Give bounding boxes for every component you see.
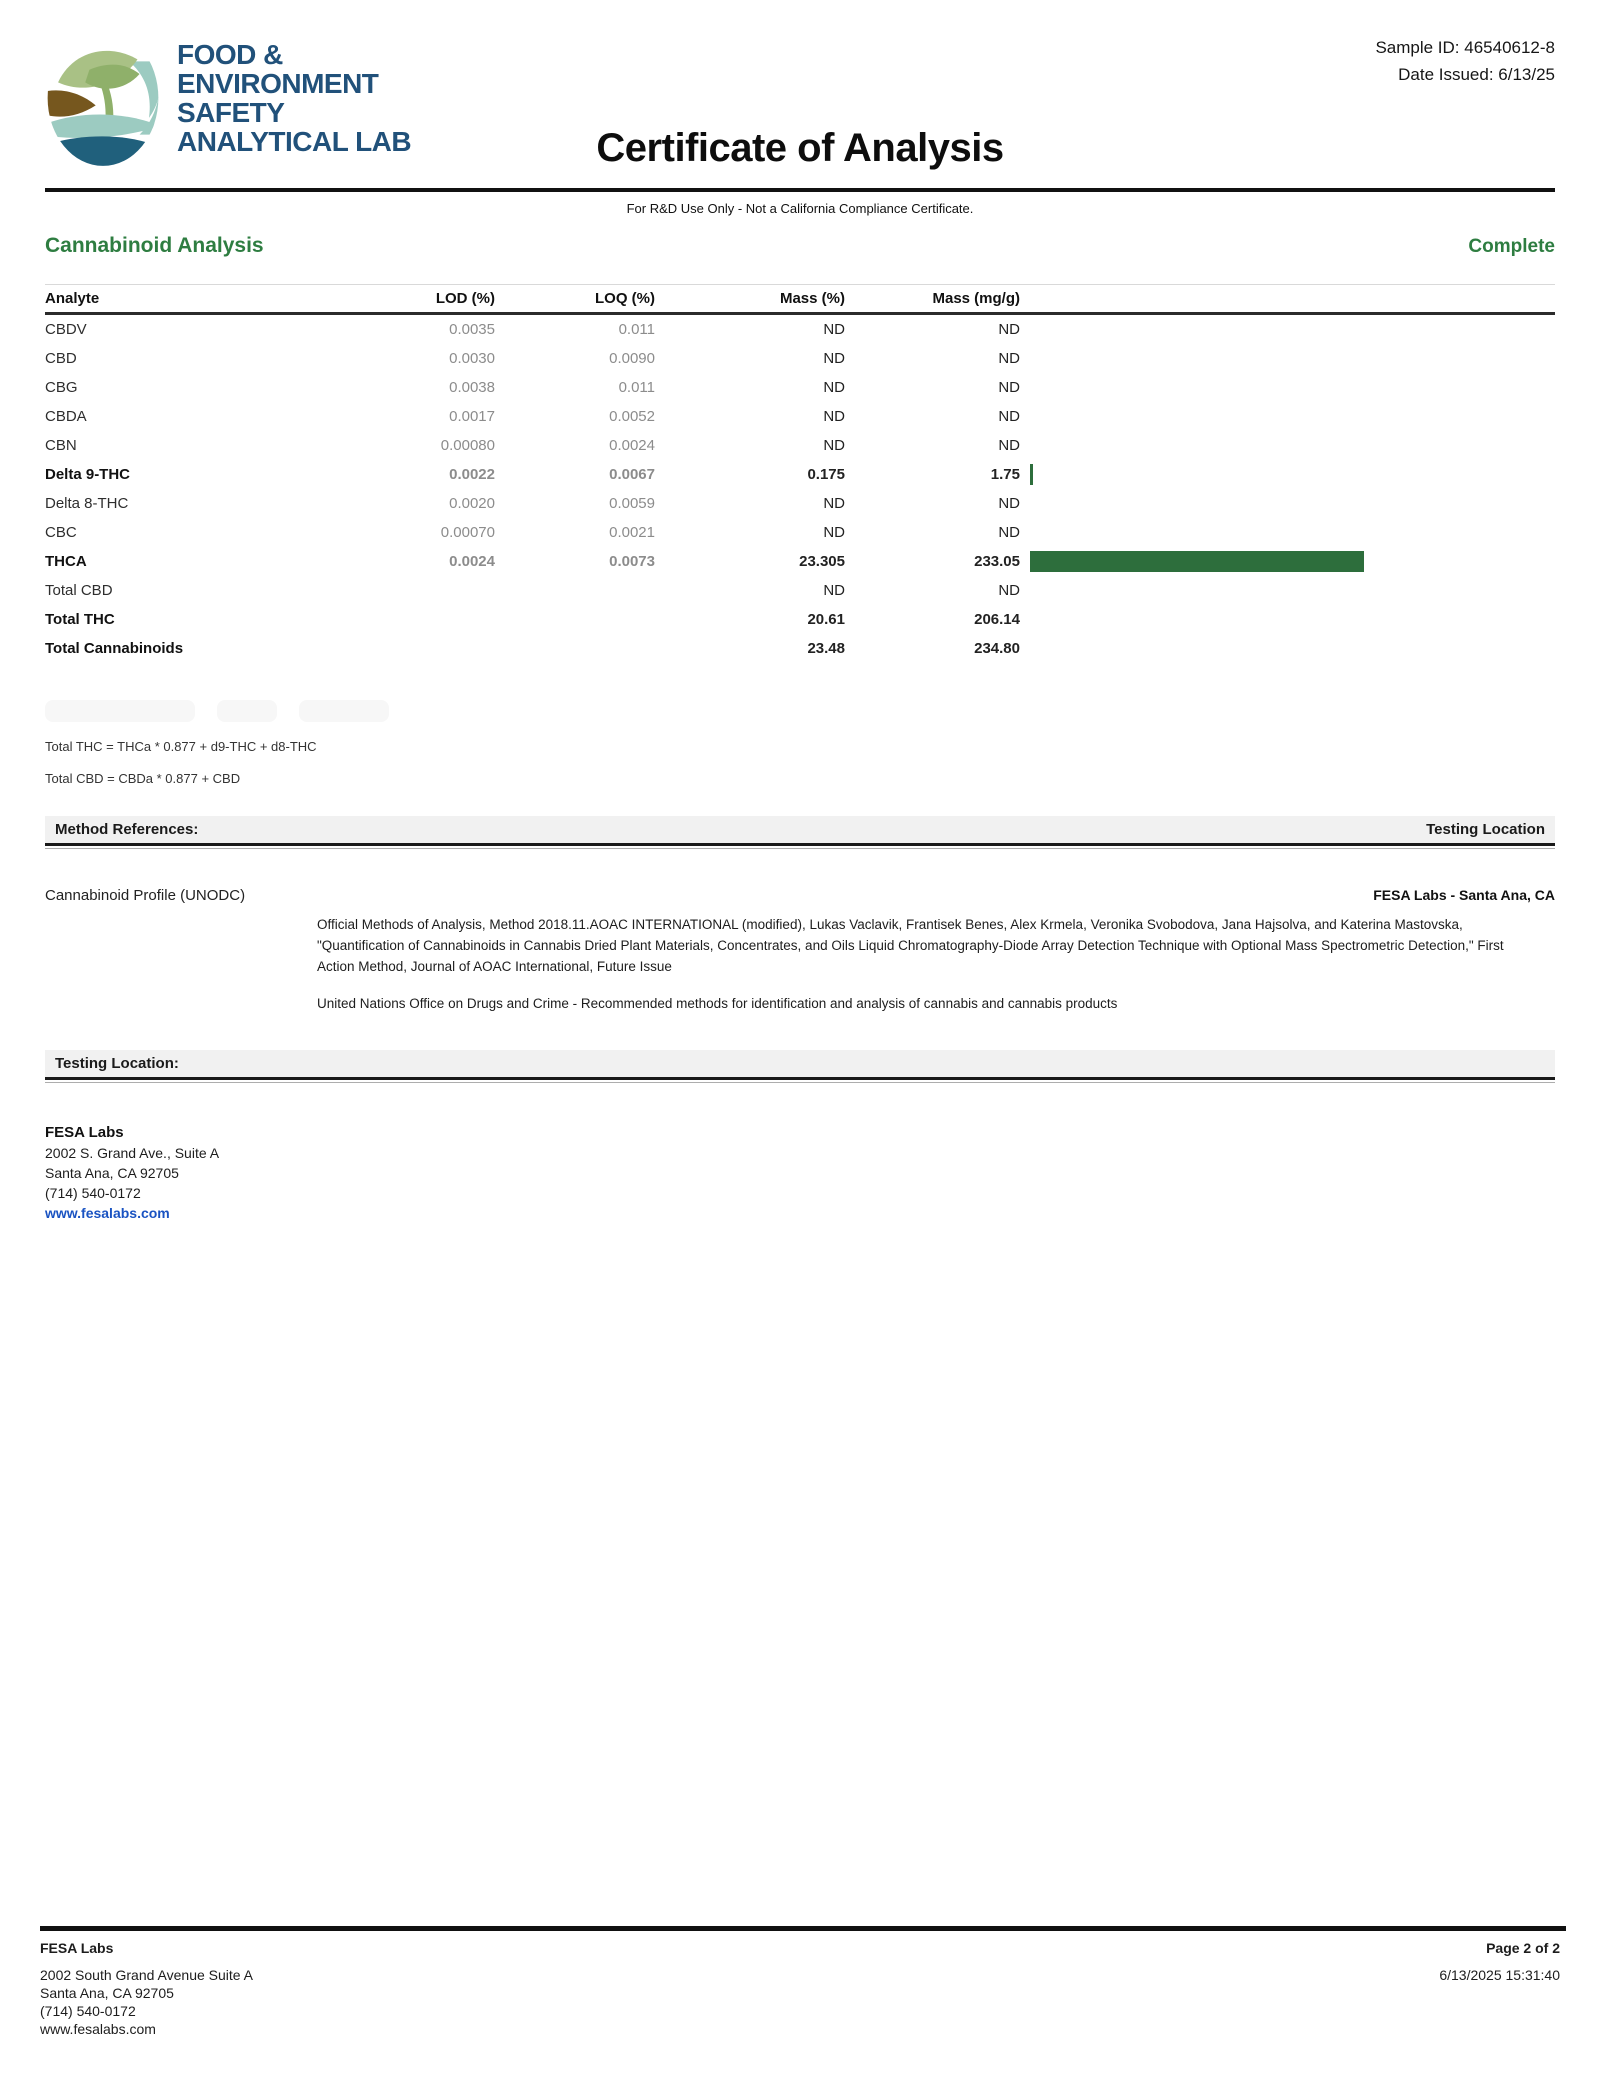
method-name: Cannabinoid Profile (UNODC) xyxy=(45,887,246,904)
lab-logo-icon xyxy=(45,28,161,168)
mass-bar-cell xyxy=(1020,402,1555,431)
loq-value: 0.011 xyxy=(618,321,655,338)
mass-percent-value: 23.48 xyxy=(807,640,845,657)
loq-value: 0.0067 xyxy=(609,466,655,483)
compliance-subtitle: For R&D Use Only - Not a California Compliance Certificate. xyxy=(626,201,974,216)
mass-percent-value: 0.175 xyxy=(807,466,845,483)
method-reference-citation: United Nations Office on Drugs and Crime - Recommended methods for identification and analysis of cannabis and cannabis products xyxy=(317,996,1118,1011)
section-title: Cannabinoid Analysis xyxy=(45,234,264,257)
table-row xyxy=(45,431,1555,460)
lod-value: 0.00070 xyxy=(440,524,495,541)
col-header-mass-mgg: Mass (mg/g) xyxy=(932,290,1020,307)
loq-value: 0.0059 xyxy=(609,495,655,512)
lod-value: 0.0020 xyxy=(449,495,495,512)
mass-bar-cell xyxy=(1020,518,1555,547)
lab-website-link[interactable]: www.fesalabs.com xyxy=(45,1205,170,1221)
mass-bar-cell xyxy=(1020,344,1555,373)
loq-value: 0.0021 xyxy=(609,524,655,541)
method-row xyxy=(45,887,1555,904)
analyte-name: CBDA xyxy=(45,408,87,425)
loq-value: 0.0024 xyxy=(609,437,655,454)
date-issued: Date Issued: 6/13/25 xyxy=(1398,65,1555,84)
lab-name xyxy=(177,40,411,156)
thin-divider xyxy=(45,848,1555,849)
mass-bar-cell xyxy=(1020,634,1555,663)
page-title: Certificate of Analysis xyxy=(596,126,1004,170)
mass-mgg-value: 233.05 xyxy=(974,553,1020,570)
total-cbd-formula: Total CBD = CBDa * 0.877 + CBD xyxy=(45,771,241,786)
loq-value: 0.011 xyxy=(618,379,655,396)
mass-percent-value: ND xyxy=(823,379,845,396)
lab-address-name: FESA Labs xyxy=(45,1124,124,1141)
faded-text-artifact xyxy=(45,697,1555,725)
mass-bar-cell xyxy=(1020,315,1555,344)
mass-mgg-value: ND xyxy=(998,321,1020,338)
mass-bar-cell xyxy=(1020,373,1555,402)
mass-percent-value: ND xyxy=(823,524,845,541)
header-divider xyxy=(45,188,1555,192)
footer-lab-name: FESA Labs xyxy=(40,1940,114,1956)
analyte-name: CBDV xyxy=(45,321,87,338)
lab-address-street: 2002 S. Grand Ave., Suite A xyxy=(45,1145,220,1161)
mass-bar-cell xyxy=(1020,576,1555,605)
analyte-name: THCA xyxy=(45,553,87,570)
lod-value: 0.0017 xyxy=(449,408,495,425)
analyte-name: Delta 9-THC xyxy=(45,466,131,483)
mass-percent-value: ND xyxy=(823,408,845,425)
lab-address-phone: (714) 540-0172 xyxy=(45,1185,141,1201)
mass-mgg-value: ND xyxy=(998,350,1020,367)
lab-name-line: SAFETY xyxy=(177,97,285,128)
testing-location-column-label: Testing Location xyxy=(1426,821,1545,838)
table-row xyxy=(45,605,1555,634)
footer-timestamp: 6/13/2025 15:31:40 xyxy=(1439,1967,1560,1983)
lod-value: 0.0038 xyxy=(449,379,495,396)
section-heading-row xyxy=(45,234,1555,258)
method-testing-location: FESA Labs - Santa Ana, CA xyxy=(1373,887,1555,903)
status-badge: Complete xyxy=(1468,236,1555,257)
mass-percent-value: ND xyxy=(823,437,845,454)
table-row xyxy=(45,634,1555,663)
testing-location-bar xyxy=(45,1050,1555,1080)
footer-page-info xyxy=(1439,1939,1560,1984)
analyte-name: CBG xyxy=(45,379,78,396)
lod-value: 0.00080 xyxy=(440,437,495,454)
table-row xyxy=(45,402,1555,431)
mass-percent-value: 20.61 xyxy=(807,611,845,628)
page-number: Page 2 of 2 xyxy=(1486,1940,1560,1956)
footer-divider xyxy=(40,1926,1566,1931)
lod-value: 0.0035 xyxy=(449,321,495,338)
lod-value: 0.0030 xyxy=(449,350,495,367)
mass-bar-cell xyxy=(1020,489,1555,518)
total-thc-formula: Total THC = THCa * 0.877 + d9-THC + d8-THC xyxy=(45,739,317,754)
mass-bar xyxy=(1030,551,1364,572)
mass-bar-cell xyxy=(1020,460,1555,489)
mass-bar-cell xyxy=(1020,605,1555,634)
mass-bar-cell xyxy=(1020,431,1555,460)
mass-percent-value: ND xyxy=(823,582,845,599)
table-row xyxy=(45,344,1555,373)
mass-percent-value: ND xyxy=(823,350,845,367)
loq-value: 0.0090 xyxy=(609,350,655,367)
table-body xyxy=(45,315,1555,663)
lod-value: 0.0024 xyxy=(449,553,495,570)
footer-body xyxy=(40,1939,1566,2038)
table-row xyxy=(45,576,1555,605)
analyte-name: Total Cannabinoids xyxy=(45,640,184,657)
lod-value: 0.0022 xyxy=(449,466,495,483)
table-row xyxy=(45,460,1555,489)
analyte-name: CBN xyxy=(45,437,77,454)
table-row xyxy=(45,315,1555,344)
mass-percent-value: ND xyxy=(823,495,845,512)
analyte-name: CBC xyxy=(45,524,77,541)
footer-lab-info xyxy=(40,1939,1566,2038)
page-footer xyxy=(40,1926,1566,2038)
cannabinoid-table xyxy=(45,284,1555,663)
testing-location-label: Testing Location: xyxy=(55,1055,179,1072)
mass-bar xyxy=(1030,464,1033,485)
faded-blob xyxy=(217,700,277,722)
loq-value: 0.0052 xyxy=(609,408,655,425)
mass-mgg-value: ND xyxy=(998,524,1020,541)
sample-id: Sample ID: 46540612-8 xyxy=(1375,38,1555,57)
table-row xyxy=(45,373,1555,402)
method-references-label: Method References: xyxy=(55,821,199,838)
mass-mgg-value: 1.75 xyxy=(990,466,1020,483)
mass-percent-value: ND xyxy=(823,321,845,338)
table-row xyxy=(45,547,1555,576)
document-meta xyxy=(1375,34,1555,88)
analyte-name: Total THC xyxy=(45,611,115,628)
mass-mgg-value: ND xyxy=(998,582,1020,599)
table-row xyxy=(45,518,1555,547)
lab-name-line: ANALYTICAL LAB xyxy=(177,126,412,157)
testing-location-address xyxy=(45,1123,1555,1223)
faded-blob xyxy=(299,700,389,722)
footer-lab-street: 2002 South Grand Avenue Suite A xyxy=(40,1967,254,1983)
footer-lab-city: Santa Ana, CA 92705 xyxy=(40,1985,174,2001)
col-header-lod: LOD (%) xyxy=(435,290,495,307)
mass-mgg-value: ND xyxy=(998,408,1020,425)
method-references-bar xyxy=(45,816,1555,846)
mass-mgg-value: 234.80 xyxy=(974,640,1020,657)
col-header-analyte: Analyte xyxy=(45,290,100,307)
col-header-loq: LOQ (%) xyxy=(595,290,655,307)
mass-percent-value: 23.305 xyxy=(799,553,845,570)
lab-name-line: ENVIRONMENT xyxy=(177,68,379,99)
mass-mgg-value: ND xyxy=(998,437,1020,454)
thin-divider xyxy=(45,1082,1555,1083)
footer-lab-phone: (714) 540-0172 xyxy=(40,2003,136,2019)
footer-lab-website: www.fesalabs.com xyxy=(40,2021,156,2037)
col-header-mass-pct: Mass (%) xyxy=(779,290,845,307)
mass-mgg-value: 206.14 xyxy=(974,611,1020,628)
faded-blob xyxy=(45,700,195,722)
header xyxy=(45,28,1555,176)
mass-mgg-value: ND xyxy=(998,379,1020,396)
mass-bar-cell xyxy=(1020,547,1555,576)
method-reference-citation: Official Methods of Analysis, Method 2018.11.AOAC INTERNATIONAL (modified), Lukas Vaclavik, Frantisek Benes, Alex Krmela, Veronika Svobodova, Jana Hajsolva, and Katerina Mastovska, "Quantification of Cannabinoids in Cannabis Dried Plant Materials, Concentrates, and Oils Liquid Chromatography-Diode Array Detection Technique with Optional Mass Spectrometric Detection," First Action Method, Journal of AOAC International, Future Issue xyxy=(317,917,1504,974)
lab-address-city: Santa Ana, CA 92705 xyxy=(45,1165,179,1181)
analyte-name: CBD xyxy=(45,350,77,367)
table-header-row xyxy=(45,285,1555,315)
analyte-name: Total CBD xyxy=(45,582,113,599)
mass-mgg-value: ND xyxy=(998,495,1020,512)
loq-value: 0.0073 xyxy=(609,553,655,570)
analyte-name: Delta 8-THC xyxy=(45,495,129,512)
lab-name-line: FOOD & xyxy=(177,39,283,70)
table-row xyxy=(45,489,1555,518)
